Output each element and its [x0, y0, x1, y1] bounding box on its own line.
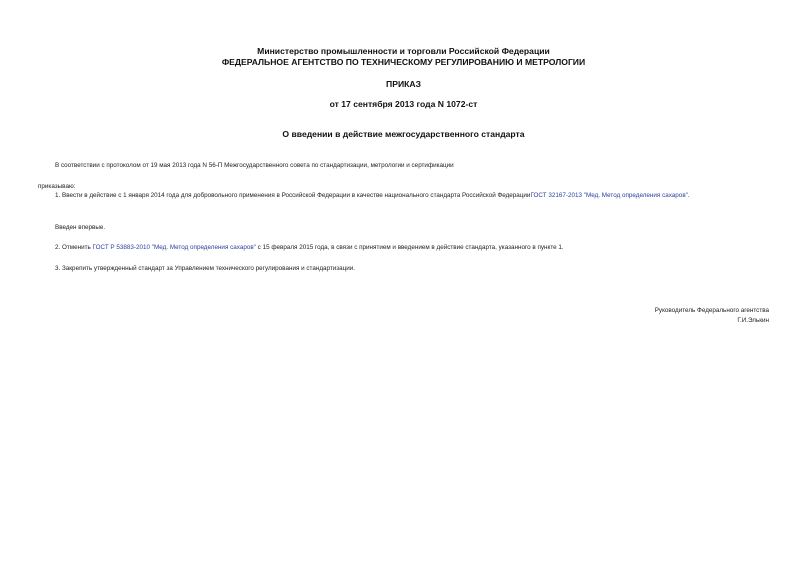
- signature-position: Руководитель Федерального агентства: [654, 307, 769, 314]
- gost-r-53883-link[interactable]: ГОСТ Р 53883-2010 "Мед. Метод определения сахаров": [92, 244, 256, 251]
- document-type: ПРИКАЗ: [386, 79, 421, 89]
- item-3-paragraph: 3. Закрепить утвержденный стандарт за Управлением технического регулирования и стандартизации.: [55, 265, 356, 272]
- gost-32167-link[interactable]: ГОСТ 32167-2013 "Мед. Метод определения сахаров": [530, 192, 688, 199]
- ministry-title: Министерство промышленности и торговли Российской Федерации: [257, 46, 550, 56]
- order-word: приказываю:: [38, 183, 76, 190]
- document-date-number: от 17 сентября 2013 года N 1072-ст: [329, 99, 478, 109]
- item-2-start: 2. Отменить: [55, 244, 93, 251]
- item-1-text: 1. Ввести в действие с 1 января 2014 года для добровольного применения в Российской Федерации в качестве национального стандарта Российской Федерации: [55, 192, 531, 199]
- agency-title: ФЕДЕРАЛЬНОЕ АГЕНТСТВО ПО ТЕХНИЧЕСКОМУ РЕГУЛИРОВАНИЮ И МЕТРОЛОГИИ: [221, 57, 586, 67]
- document-subject: О введении в действие межгосударственного стандарта: [282, 129, 525, 139]
- item-2-paragraph: [55, 243, 564, 252]
- preamble-paragraph: В соответствии с протоколом от 19 мая 2013 года N 56-П Межгосударственного совета по стандартизации, метрологии и сертификации: [55, 162, 454, 169]
- signature-name: Г.И.Элькин: [737, 317, 769, 324]
- item-2-end: с 15 февраля 2015 года, в связи с принятием и введением в действие стандарта, указанного в пункте 1.: [255, 244, 564, 251]
- item-1-end: .: [687, 192, 690, 199]
- item-1-paragraph: [38, 191, 769, 200]
- introduced-note: Введен впервые.: [55, 224, 106, 231]
